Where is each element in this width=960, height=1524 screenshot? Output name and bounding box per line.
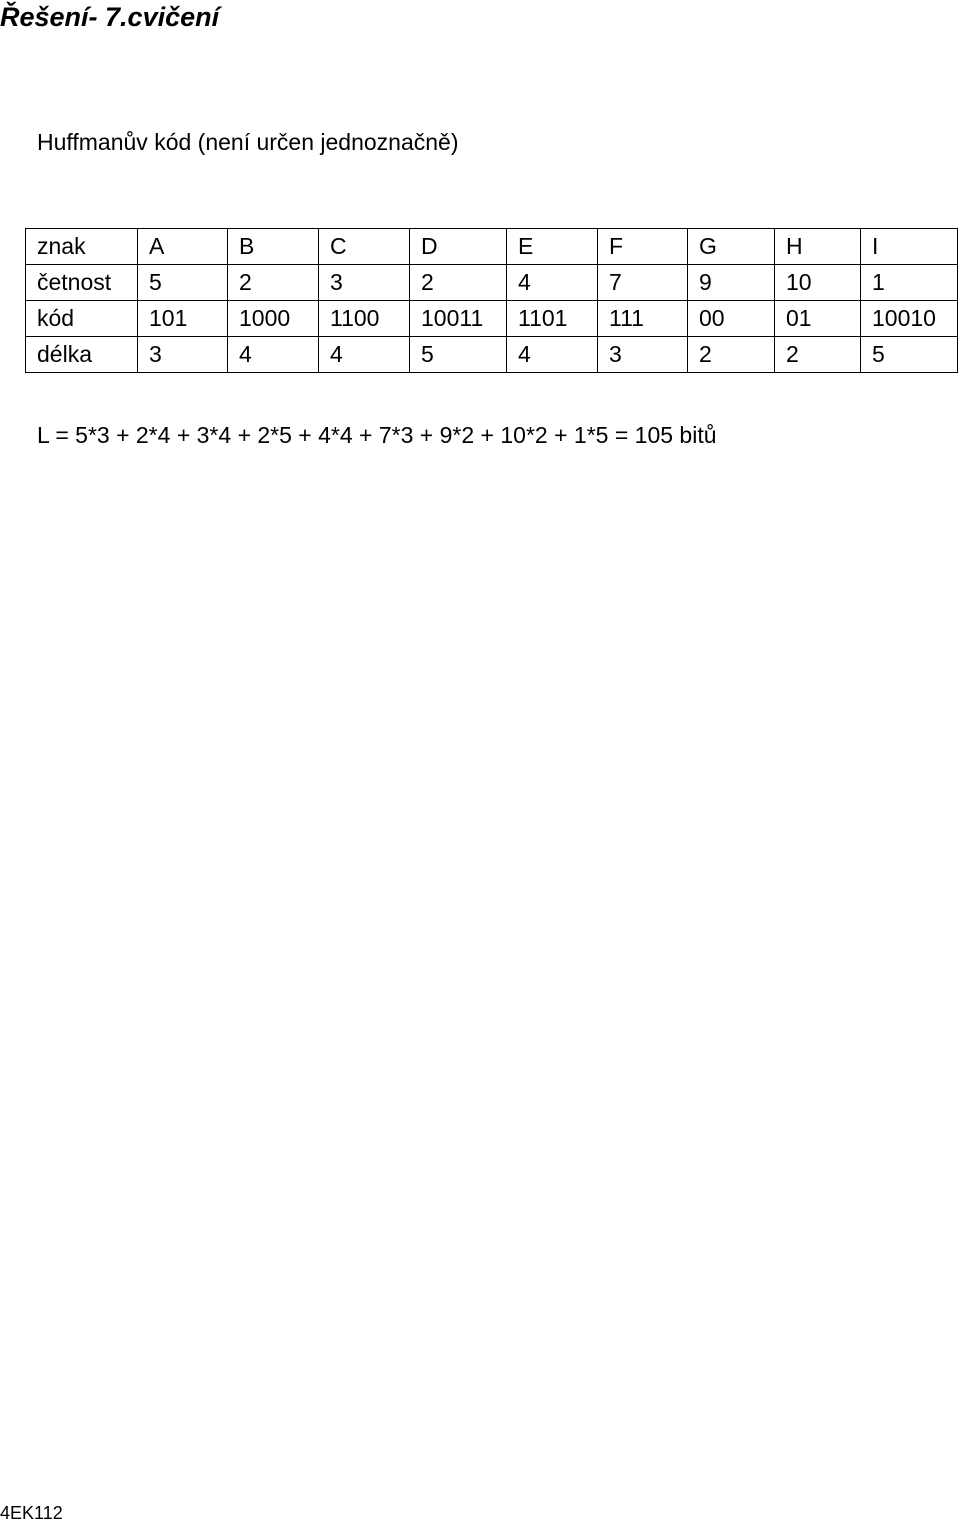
table-cell: 3	[598, 337, 688, 373]
table-cell: 4	[319, 337, 410, 373]
table-cell: 4	[228, 337, 319, 373]
length-formula: L = 5*3 + 2*4 + 3*4 + 2*5 + 4*4 + 7*3 + 9*2 + 10*2 + 1*5 = 105 bitů	[37, 422, 717, 448]
table-cell: 5	[410, 337, 507, 373]
row-label: délka	[26, 337, 138, 373]
table-cell: F	[598, 229, 688, 265]
table-cell: 10	[775, 265, 861, 301]
table-cell: 111	[598, 301, 688, 337]
table-row-znak	[26, 229, 958, 265]
table-cell: 10010	[861, 301, 958, 337]
course-code-footer: 4EK112	[0, 1503, 63, 1523]
table-cell: H	[775, 229, 861, 265]
table-row-kod	[26, 301, 958, 337]
table-cell: G	[688, 229, 775, 265]
table-cell: 2	[228, 265, 319, 301]
table-cell: C	[319, 229, 410, 265]
table-cell: 2	[775, 337, 861, 373]
table-row-delka	[26, 337, 958, 373]
table-cell: 2	[410, 265, 507, 301]
table-cell: 3	[138, 337, 228, 373]
section-heading: Huffmanův kód (není určen jednoznačně)	[37, 129, 459, 155]
table-cell: I	[861, 229, 958, 265]
table-cell: E	[507, 229, 598, 265]
table-cell: 7	[598, 265, 688, 301]
table-cell: 10011	[410, 301, 507, 337]
table-cell: 4	[507, 337, 598, 373]
table-cell: 2	[688, 337, 775, 373]
table-cell: 5	[861, 337, 958, 373]
huffman-code-table	[25, 228, 958, 373]
table-cell: 101	[138, 301, 228, 337]
table-cell: 1	[861, 265, 958, 301]
table-row-cetnost	[26, 265, 958, 301]
table-cell: 00	[688, 301, 775, 337]
table-cell: B	[228, 229, 319, 265]
table-cell: 9	[688, 265, 775, 301]
table-cell: A	[138, 229, 228, 265]
row-label: četnost	[26, 265, 138, 301]
table-cell: 5	[138, 265, 228, 301]
page-title: Řešení- 7.cvičení	[0, 2, 220, 32]
table-cell: 4	[507, 265, 598, 301]
table-cell: 01	[775, 301, 861, 337]
table-cell: 1000	[228, 301, 319, 337]
table-cell: D	[410, 229, 507, 265]
table-cell: 1101	[507, 301, 598, 337]
table-cell: 3	[319, 265, 410, 301]
table-cell: 1100	[319, 301, 410, 337]
row-label: znak	[26, 229, 138, 265]
row-label: kód	[26, 301, 138, 337]
